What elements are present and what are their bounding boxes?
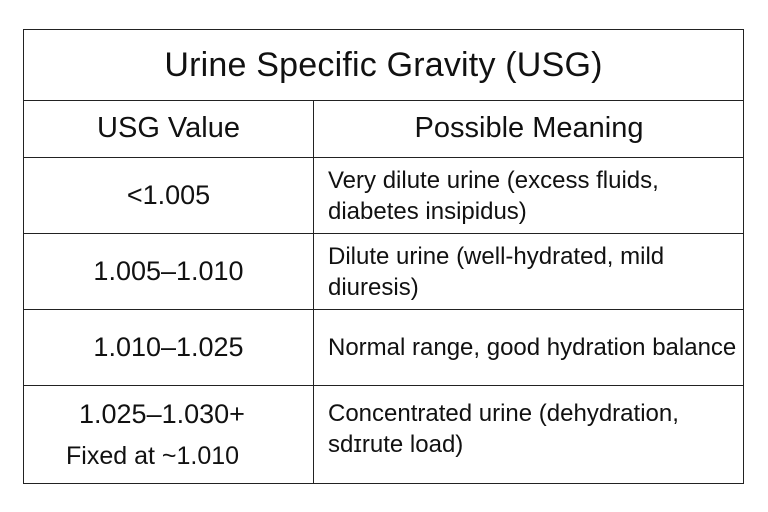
usg-table bbox=[23, 29, 744, 484]
usg-value-cell: <1.005 bbox=[126, 180, 211, 210]
table-row bbox=[24, 310, 743, 386]
header-usg-value: USG Value bbox=[97, 112, 240, 144]
column-divider bbox=[313, 100, 314, 483]
meaning-cell: Dilute urine (well-hydrated, mild diuresis) bbox=[328, 242, 665, 301]
usg-value-fixed: Fixed at ~1.010 bbox=[66, 441, 240, 470]
usg-value-cell: 1.005–1.010 bbox=[93, 256, 244, 286]
usg-value-range: 1.025–1.030+ bbox=[79, 398, 245, 429]
usg-value-cell bbox=[24, 386, 313, 483]
table-title: Urine Specific Gravity (USG) bbox=[24, 30, 743, 101]
table-row bbox=[24, 234, 743, 310]
meaning-cell: Very dilute urine (excess fluids, diabetes insipidus) bbox=[328, 166, 659, 225]
meaning-cell: Concentrated urine (dehydration, sdɪrute load) bbox=[328, 400, 679, 458]
table-row bbox=[24, 158, 743, 234]
meaning-cell: Normal range, good hydration balance bbox=[328, 334, 737, 361]
table-header-row bbox=[24, 100, 743, 158]
table-row bbox=[24, 386, 743, 483]
usg-value-cell: 1.010–1.025 bbox=[93, 332, 244, 362]
header-possible-meaning: Possible Meaning bbox=[414, 112, 644, 144]
